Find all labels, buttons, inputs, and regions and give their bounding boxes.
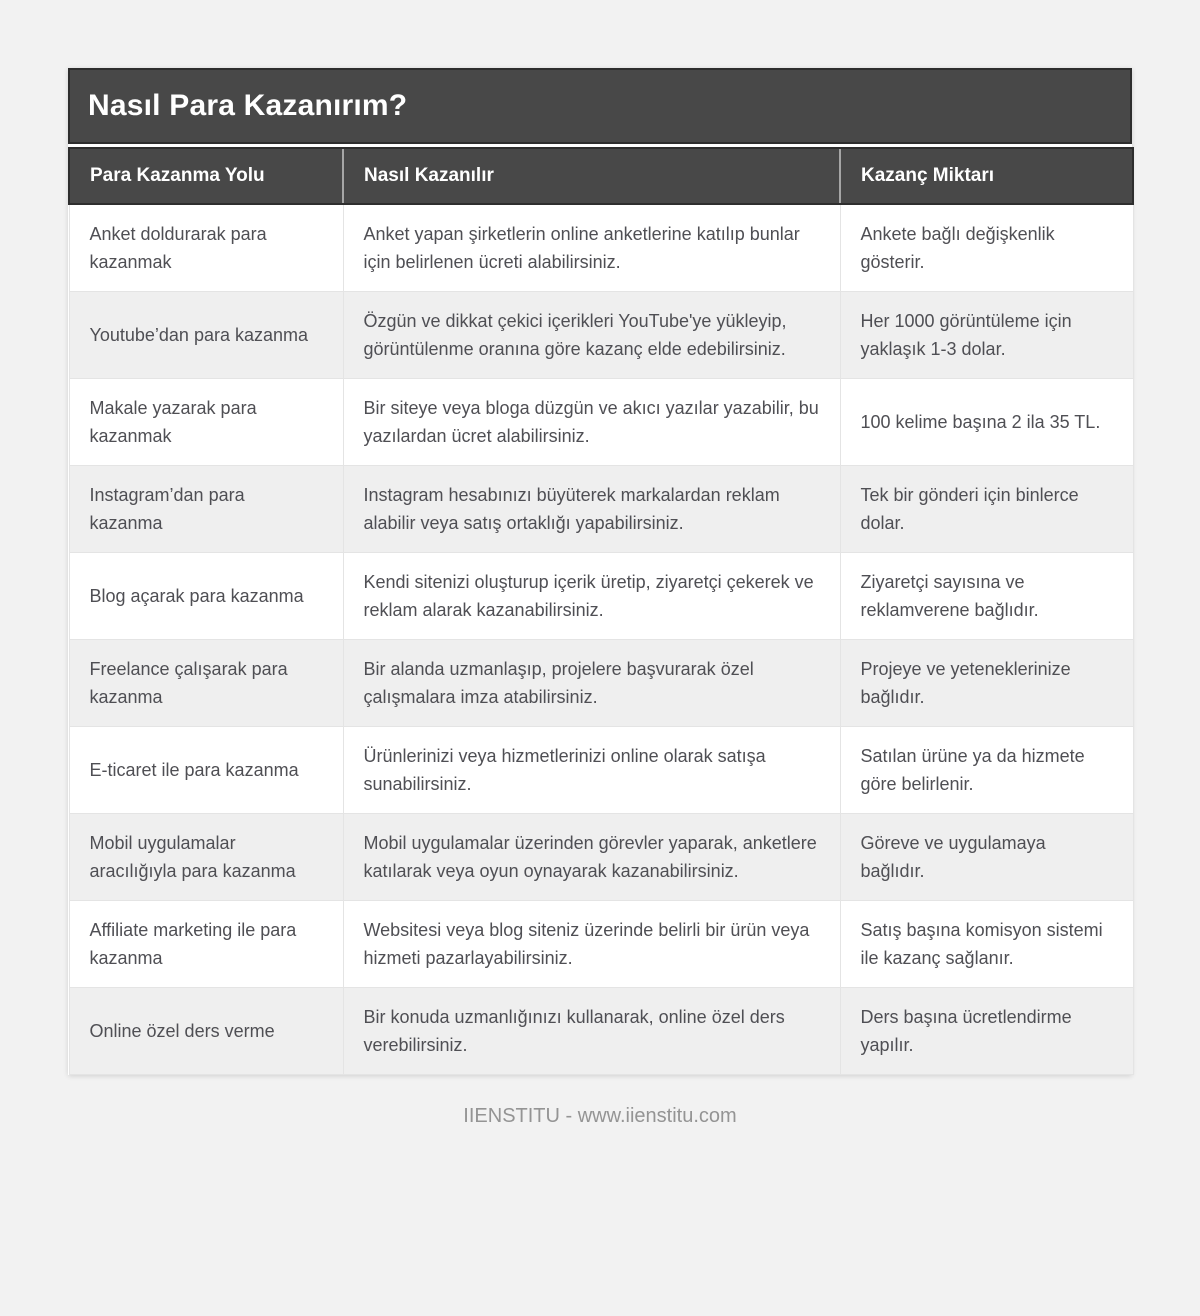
cell-method: Online özel ders verme — [69, 988, 343, 1075]
cell-method: Freelance çalışarak para kazanma — [69, 640, 343, 727]
cell-method: Instagram’dan para kazanma — [69, 466, 343, 553]
footer-credit: IIENSTITU - www.iienstitu.com — [463, 1105, 737, 1127]
cell-how: Bir alanda uzmanlaşıp, projelere başvurarak özel çalışmalara imza atabilirsiniz. — [343, 640, 840, 727]
cell-method: Blog açarak para kazanma — [69, 553, 343, 640]
table-row — [69, 292, 1133, 379]
cell-amount: Ziyaretçi sayısına ve reklamverene bağlıdır. — [840, 553, 1133, 640]
table-row — [69, 640, 1133, 727]
column-header-method: Para Kazanma Yolu — [69, 148, 343, 204]
cell-how: Instagram hesabınızı büyüterek markalardan reklam alabilir veya satış ortaklığı yapabilirsiniz. — [343, 466, 840, 553]
table-body — [69, 204, 1133, 1075]
cell-amount: Projeye ve yeteneklerinize bağlıdır. — [840, 640, 1133, 727]
column-header-how: Nasıl Kazanılır — [343, 148, 840, 204]
cell-how: Özgün ve dikkat çekici içerikleri YouTube'ye yükleyip, görüntülenme oranına göre kazanç elde edebilirsiniz. — [343, 292, 840, 379]
table-row — [69, 204, 1133, 292]
cell-method: Makale yazarak para kazanmak — [69, 379, 343, 466]
page-title: Nasıl Para Kazanırım? — [68, 68, 1132, 144]
cell-how: Bir konuda uzmanlığınızı kullanarak, online özel ders verebilirsiniz. — [343, 988, 840, 1075]
cell-how: Mobil uygulamalar üzerinden görevler yaparak, anketlere katılarak veya oyun oynayarak kazanabilirsiniz. — [343, 814, 840, 901]
cell-how: Anket yapan şirketlerin online anketlerine katılıp bunlar için belirlenen ücreti alabilirsiniz. — [343, 204, 840, 292]
money-making-table — [68, 147, 1134, 1075]
table-header — [69, 148, 1133, 204]
table-row — [69, 379, 1133, 466]
cell-method: E-ticaret ile para kazanma — [69, 727, 343, 814]
cell-amount: Her 1000 görüntüleme için yaklaşık 1-3 dolar. — [840, 292, 1133, 379]
cell-method: Mobil uygulamalar aracılığıyla para kazanma — [69, 814, 343, 901]
table-row — [69, 466, 1133, 553]
cell-amount: Satılan ürüne ya da hizmete göre belirlenir. — [840, 727, 1133, 814]
cell-amount: 100 kelime başına 2 ila 35 TL. — [840, 379, 1133, 466]
table-row — [69, 727, 1133, 814]
cell-how: Ürünlerinizi veya hizmetlerinizi online olarak satışa sunabilirsiniz. — [343, 727, 840, 814]
cell-how: Kendi sitenizi oluşturup içerik üretip, ziyaretçi çekerek ve reklam alarak kazanabilirsiniz. — [343, 553, 840, 640]
cell-amount: Tek bir gönderi için binlerce dolar. — [840, 466, 1133, 553]
table-row — [69, 553, 1133, 640]
column-header-amount: Kazanç Miktarı — [840, 148, 1133, 204]
cell-how: Bir siteye veya bloga düzgün ve akıcı yazılar yazabilir, bu yazılardan ücret alabilirsiniz. — [343, 379, 840, 466]
table-row — [69, 814, 1133, 901]
cell-amount: Göreve ve uygulamaya bağlıdır. — [840, 814, 1133, 901]
table-row — [69, 901, 1133, 988]
infographic-sheet — [68, 68, 1132, 1075]
cell-amount: Satış başına komisyon sistemi ile kazanç sağlanır. — [840, 901, 1133, 988]
cell-amount: Ders başına ücretlendirme yapılır. — [840, 988, 1133, 1075]
table-row — [69, 988, 1133, 1075]
cell-method: Anket doldurarak para kazanmak — [69, 204, 343, 292]
cell-amount: Ankete bağlı değişkenlik gösterir. — [840, 204, 1133, 292]
cell-method: Affiliate marketing ile para kazanma — [69, 901, 343, 988]
cell-how: Websitesi veya blog siteniz üzerinde belirli bir ürün veya hizmeti pazarlayabilirsiniz. — [343, 901, 840, 988]
cell-method: Youtube’dan para kazanma — [69, 292, 343, 379]
header-row — [69, 148, 1133, 204]
